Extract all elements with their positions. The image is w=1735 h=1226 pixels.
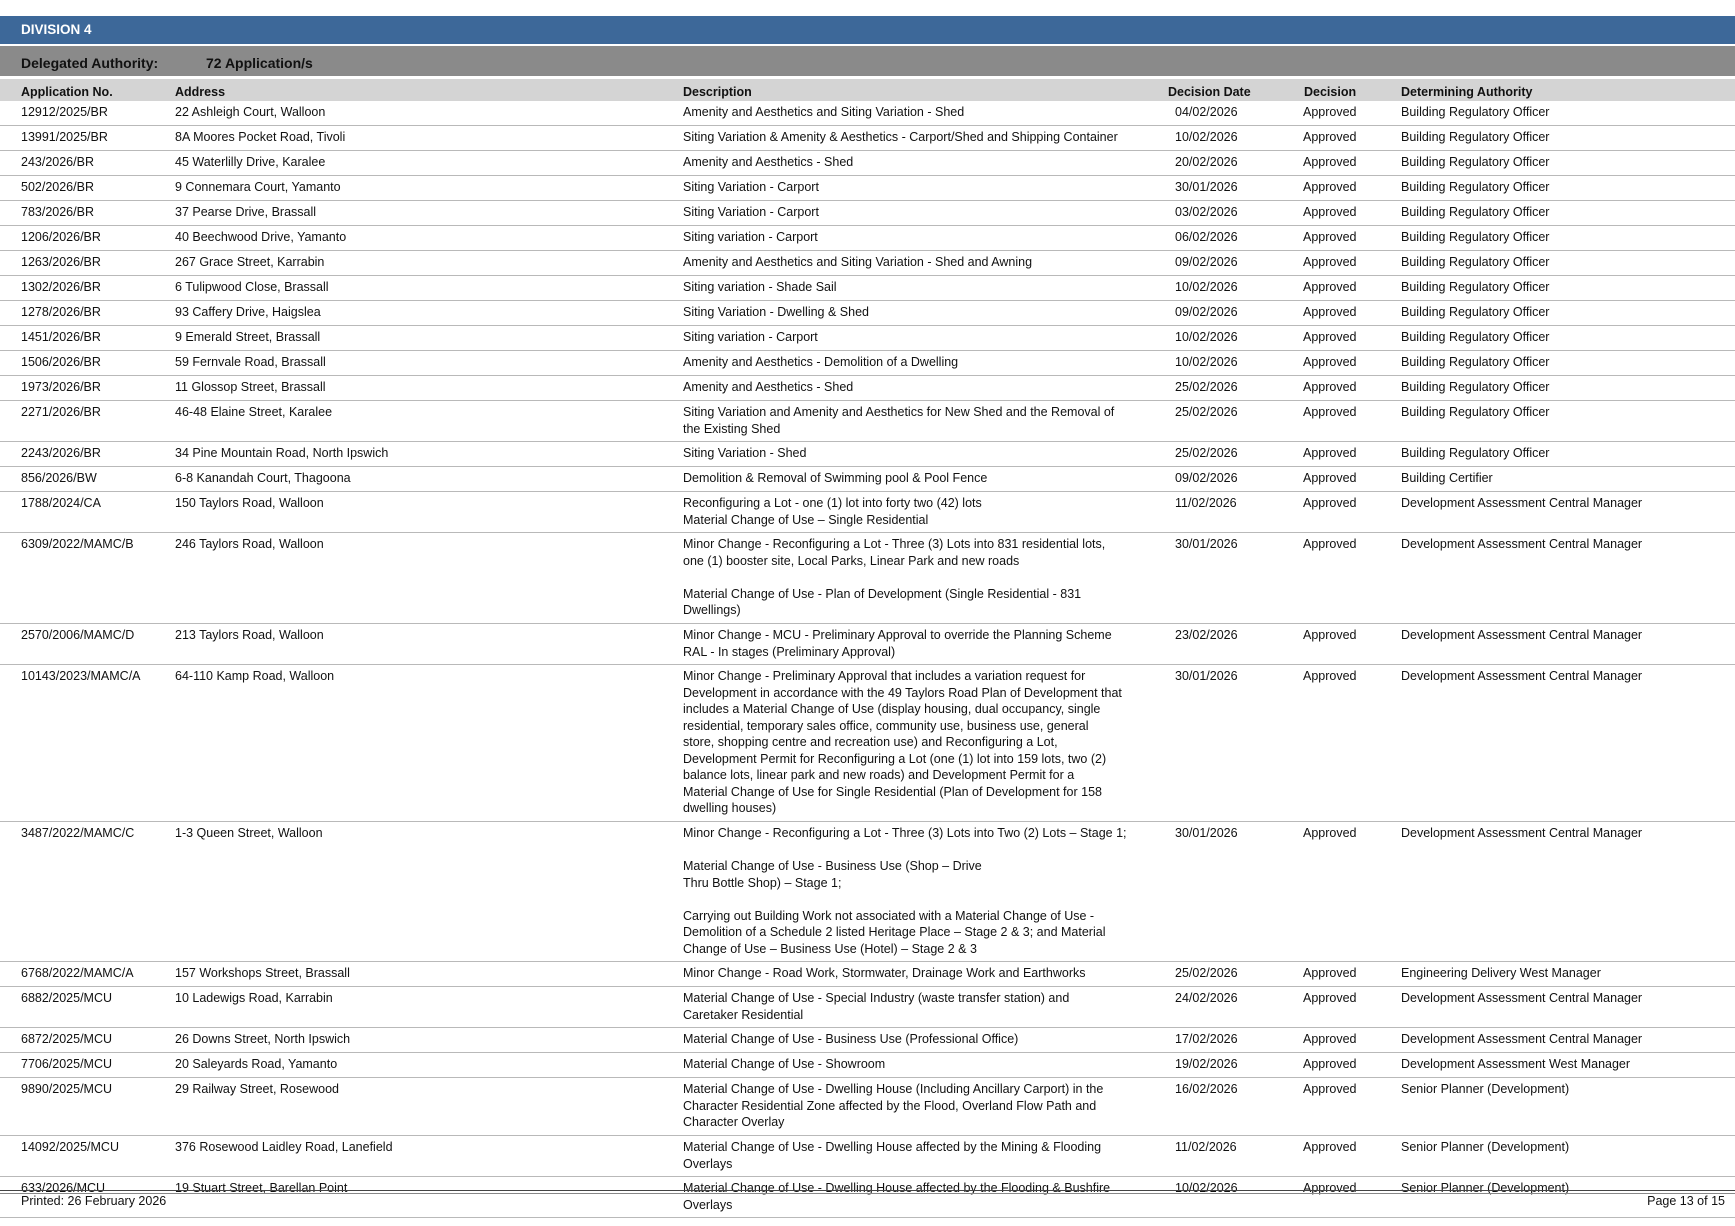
decision-date-cell: 25/02/2026 bbox=[1175, 966, 1238, 980]
header-decision: Decision bbox=[1304, 85, 1357, 99]
decision-date-cell: 09/02/2026 bbox=[1175, 305, 1238, 319]
division-heading: DIVISION 4 bbox=[0, 16, 1735, 44]
description-cell: Siting Variation and Amenity and Aesthetics for New Shed and the Removal of the Existing Shed bbox=[683, 405, 1115, 436]
table-row bbox=[0, 1078, 1735, 1136]
table-row bbox=[0, 301, 1735, 326]
address-cell: 376 Rosewood Laidley Road, Lanefield bbox=[175, 1140, 393, 1154]
application-no-cell: 6768/2022/MAMC/A bbox=[21, 966, 134, 980]
determining-authority-cell: Development Assessment Central Manager bbox=[1401, 826, 1643, 840]
application-no-cell: 6309/2022/MAMC/B bbox=[21, 537, 134, 551]
decision-date-cell: 03/02/2026 bbox=[1175, 205, 1238, 219]
decision-cell: Approved bbox=[1303, 471, 1357, 485]
decision-cell: Approved bbox=[1303, 355, 1357, 369]
application-no-cell: 3487/2022/MAMC/C bbox=[21, 826, 135, 840]
application-no-cell: 7706/2025/MCU bbox=[21, 1057, 113, 1071]
description-cell: Material Change of Use - Special Industry (waste transfer station) and Caretaker Residential bbox=[683, 991, 1070, 1022]
description-cell: Siting variation - Carport bbox=[683, 330, 818, 344]
footer-divider bbox=[0, 1190, 1735, 1191]
application-no-cell: 1451/2026/BR bbox=[21, 330, 101, 344]
application-no-cell: 1973/2026/BR bbox=[21, 380, 101, 394]
decision-date-cell: 06/02/2026 bbox=[1175, 230, 1238, 244]
determining-authority-cell: Building Regulatory Officer bbox=[1401, 355, 1550, 369]
application-count: 72 Application/s bbox=[206, 55, 313, 71]
header-description: Description bbox=[683, 85, 752, 99]
authority-label: Delegated Authority: bbox=[21, 55, 159, 71]
address-cell: 6-8 Kanandah Court, Thagoona bbox=[175, 471, 351, 485]
table-row bbox=[0, 251, 1735, 276]
table-row bbox=[0, 201, 1735, 226]
decision-cell: Approved bbox=[1303, 1140, 1357, 1154]
page-number: Page 13 of 15 bbox=[1647, 1194, 1725, 1208]
application-no-cell: 12912/2025/BR bbox=[21, 105, 108, 119]
determining-authority-cell: Development Assessment Central Manager bbox=[1401, 991, 1643, 1005]
determining-authority-cell: Building Certifier bbox=[1401, 471, 1493, 485]
address-cell: 40 Beechwood Drive, Yamanto bbox=[175, 230, 347, 244]
address-cell: 93 Caffery Drive, Haigslea bbox=[175, 305, 321, 319]
application-no-cell: 1278/2026/BR bbox=[21, 305, 101, 319]
decision-cell: Approved bbox=[1303, 405, 1357, 419]
decision-cell: Approved bbox=[1303, 305, 1357, 319]
description-cell: Minor Change - Reconfiguring a Lot - Three (3) Lots into Two (2) Lots – Stage 1; Material Change of Use - Business Use (Shop – Drive Thru Bottle Shop) – Stage 1; Carrying out Building Work not associated with a Material Change of Use - Demolition of a Schedule 2 listed Heritage Place – Stage 2 & 3; and Material Change of Use – Business Use (Hotel) – Stage 2 & 3 bbox=[683, 826, 1127, 956]
decision-date-cell: 10/02/2026 bbox=[1175, 1181, 1238, 1195]
printed-date: Printed: 26 February 2026 bbox=[21, 1194, 167, 1208]
table-row bbox=[0, 822, 1735, 962]
table-row bbox=[0, 126, 1735, 151]
description-cell: Minor Change - Preliminary Approval that includes a variation request for Development in accordance with the 49 Taylors Road Plan of Development that includes a Material Change of Use (display housing, dual occupancy, single residential, temporary sales office, community use, business use, general store, shopping centre and recreation use) and Reconfiguring a Lot, Development Permit for Reconfiguring a Lot (one (1) lot into 159 lots, two (2) balance lots, linear park and new roads) and Development Permit for a Material Change of Use for Single Residential (Plan of Development for 158 dwelling houses) bbox=[683, 669, 1122, 815]
table-row bbox=[0, 151, 1735, 176]
decision-date-cell: 25/02/2026 bbox=[1175, 405, 1238, 419]
address-cell: 22 Ashleigh Court, Walloon bbox=[175, 105, 326, 119]
address-cell: 1-3 Queen Street, Walloon bbox=[175, 826, 323, 840]
determining-authority-cell: Building Regulatory Officer bbox=[1401, 305, 1550, 319]
determining-authority-cell: Development Assessment Central Manager bbox=[1401, 669, 1643, 683]
footer-divider-secondary bbox=[0, 1193, 1735, 1194]
address-cell: 45 Waterlilly Drive, Karalee bbox=[175, 155, 326, 169]
determining-authority-cell: Development Assessment West Manager bbox=[1401, 1057, 1631, 1071]
address-cell: 59 Fernvale Road, Brassall bbox=[175, 355, 326, 369]
header-application-no: Application No. bbox=[21, 85, 113, 99]
description-cell: Material Change of Use - Dwelling House affected by the Flooding & Bushfire Overlays bbox=[683, 1181, 1111, 1212]
decision-date-cell: 30/01/2026 bbox=[1175, 669, 1238, 683]
table-row bbox=[0, 1177, 1735, 1218]
decision-cell: Approved bbox=[1303, 991, 1357, 1005]
decision-cell: Approved bbox=[1303, 130, 1357, 144]
determining-authority-cell: Building Regulatory Officer bbox=[1401, 380, 1550, 394]
decision-cell: Approved bbox=[1303, 255, 1357, 269]
address-cell: 246 Taylors Road, Walloon bbox=[175, 537, 324, 551]
determining-authority-cell: Senior Planner (Development) bbox=[1401, 1181, 1570, 1195]
table-row bbox=[0, 351, 1735, 376]
application-no-cell: 6872/2025/MCU bbox=[21, 1032, 113, 1046]
description-cell: Siting Variation - Shed bbox=[683, 446, 807, 460]
application-no-cell: 1263/2026/BR bbox=[21, 255, 101, 269]
application-no-cell: 2271/2026/BR bbox=[21, 405, 101, 419]
decision-date-cell: 10/02/2026 bbox=[1175, 130, 1238, 144]
determining-authority-cell: Building Regulatory Officer bbox=[1401, 280, 1550, 294]
decision-cell: Approved bbox=[1303, 105, 1357, 119]
decision-cell: Approved bbox=[1303, 537, 1357, 551]
determining-authority-cell: Development Assessment Central Manager bbox=[1401, 628, 1643, 642]
decision-date-cell: 11/02/2026 bbox=[1175, 1140, 1237, 1154]
determining-authority-cell: Senior Planner (Development) bbox=[1401, 1082, 1570, 1096]
description-cell: Amenity and Aesthetics - Shed bbox=[683, 155, 854, 169]
application-no-cell: 502/2026/BR bbox=[21, 180, 94, 194]
description-cell: Minor Change - Reconfiguring a Lot - Three (3) Lots into 831 residential lots, one (1) booster site, Local Parks, Linear Park and new roads Material Change of Use - Plan of Development (Single Residential - 831 Dwellings) bbox=[683, 537, 1106, 617]
determining-authority-cell: Building Regulatory Officer bbox=[1401, 205, 1550, 219]
table-row bbox=[0, 376, 1735, 401]
decision-date-cell: 25/02/2026 bbox=[1175, 380, 1238, 394]
decision-date-cell: 04/02/2026 bbox=[1175, 105, 1238, 119]
authority-summary-bar bbox=[0, 46, 1735, 76]
address-cell: 19 Stuart Street, Barellan Point bbox=[175, 1181, 348, 1195]
determining-authority-cell: Building Regulatory Officer bbox=[1401, 130, 1550, 144]
description-cell: Material Change of Use - Business Use (Professional Office) bbox=[683, 1032, 1019, 1046]
decision-cell: Approved bbox=[1303, 330, 1357, 344]
header-decision-date: Decision Date bbox=[1168, 85, 1251, 99]
address-cell: 64-110 Kamp Road, Walloon bbox=[175, 669, 335, 683]
description-cell: Amenity and Aesthetics - Shed bbox=[683, 380, 854, 394]
address-cell: 9 Emerald Street, Brassall bbox=[175, 330, 321, 344]
application-no-cell: 13991/2025/BR bbox=[21, 130, 108, 144]
determining-authority-cell: Building Regulatory Officer bbox=[1401, 105, 1550, 119]
address-cell: 150 Taylors Road, Walloon bbox=[175, 496, 324, 510]
decision-date-cell: 11/02/2026 bbox=[1175, 496, 1237, 510]
decision-cell: Approved bbox=[1303, 180, 1357, 194]
determining-authority-cell: Building Regulatory Officer bbox=[1401, 330, 1550, 344]
decision-cell: Approved bbox=[1303, 280, 1357, 294]
determining-authority-cell: Building Regulatory Officer bbox=[1401, 230, 1550, 244]
description-cell: Amenity and Aesthetics and Siting Variation - Shed bbox=[683, 105, 965, 119]
address-cell: 46-48 Elaine Street, Karalee bbox=[175, 405, 333, 419]
description-cell: Siting Variation & Amenity & Aesthetics - Carport/Shed and Shipping Container bbox=[683, 130, 1118, 144]
description-cell: Amenity and Aesthetics - Demolition of a Dwelling bbox=[683, 355, 959, 369]
determining-authority-cell: Building Regulatory Officer bbox=[1401, 155, 1550, 169]
description-cell: Siting variation - Shade Sail bbox=[683, 280, 837, 294]
table-row bbox=[0, 665, 1735, 822]
decision-date-cell: 19/02/2026 bbox=[1175, 1057, 1238, 1071]
decision-date-cell: 23/02/2026 bbox=[1175, 628, 1238, 642]
application-no-cell: 14092/2025/MCU bbox=[21, 1140, 119, 1154]
application-no-cell: 783/2026/BR bbox=[21, 205, 94, 219]
determining-authority-cell: Development Assessment Central Manager bbox=[1401, 496, 1643, 510]
description-cell: Minor Change - MCU - Preliminary Approval to override the Planning Scheme RAL - In stages (Preliminary Approval) bbox=[683, 628, 1112, 659]
table-row bbox=[0, 533, 1735, 624]
decision-cell: Approved bbox=[1303, 966, 1357, 980]
decision-cell: Approved bbox=[1303, 1057, 1357, 1071]
decision-cell: Approved bbox=[1303, 1032, 1357, 1046]
table-row bbox=[0, 624, 1735, 665]
decision-cell: Approved bbox=[1303, 446, 1357, 460]
decision-date-cell: 09/02/2026 bbox=[1175, 255, 1238, 269]
decision-date-cell: 17/02/2026 bbox=[1175, 1032, 1238, 1046]
address-cell: 11 Glossop Street, Brassall bbox=[175, 380, 326, 394]
description-cell: Material Change of Use - Showroom bbox=[683, 1057, 886, 1071]
determining-authority-cell: Engineering Delivery West Manager bbox=[1401, 966, 1601, 980]
decision-cell: Approved bbox=[1303, 496, 1357, 510]
determining-authority-cell: Building Regulatory Officer bbox=[1401, 446, 1550, 460]
decision-date-cell: 24/02/2026 bbox=[1175, 991, 1238, 1005]
table-row bbox=[0, 962, 1735, 987]
decision-cell: Approved bbox=[1303, 380, 1357, 394]
application-no-cell: 6882/2025/MCU bbox=[21, 991, 113, 1005]
application-no-cell: 1788/2024/CA bbox=[21, 496, 101, 510]
table-row bbox=[0, 1028, 1735, 1053]
description-cell: Amenity and Aesthetics and Siting Variation - Shed and Awning bbox=[683, 255, 1033, 269]
application-no-cell: 243/2026/BR bbox=[21, 155, 94, 169]
determining-authority-cell: Development Assessment Central Manager bbox=[1401, 1032, 1643, 1046]
description-cell: Siting Variation - Carport bbox=[683, 180, 819, 194]
address-cell: 20 Saleyards Road, Yamanto bbox=[175, 1057, 338, 1071]
application-no-cell: 2243/2026/BR bbox=[21, 446, 101, 460]
decision-cell: Approved bbox=[1303, 230, 1357, 244]
table-row bbox=[0, 442, 1735, 467]
determining-authority-cell: Development Assessment Central Manager bbox=[1401, 537, 1643, 551]
table-row bbox=[0, 226, 1735, 251]
description-cell: Siting Variation - Dwelling & Shed bbox=[683, 305, 869, 319]
description-cell: Reconfiguring a Lot - one (1) lot into forty two (42) lots Material Change of Use – Single Residential bbox=[683, 496, 982, 527]
application-no-cell: 9890/2025/MCU bbox=[21, 1082, 113, 1096]
determining-authority-cell: Senior Planner (Development) bbox=[1401, 1140, 1570, 1154]
header-determining-authority: Determining Authority bbox=[1401, 85, 1533, 99]
table-row bbox=[0, 1136, 1735, 1177]
table-row bbox=[0, 467, 1735, 492]
decision-cell: Approved bbox=[1303, 628, 1357, 642]
address-cell: 29 Railway Street, Rosewood bbox=[175, 1082, 339, 1096]
table-row bbox=[0, 101, 1735, 126]
decision-cell: Approved bbox=[1303, 1181, 1357, 1195]
table-row bbox=[0, 987, 1735, 1028]
decision-cell: Approved bbox=[1303, 1082, 1357, 1096]
address-cell: 34 Pine Mountain Road, North Ipswich bbox=[175, 446, 389, 460]
description-cell: Siting Variation - Carport bbox=[683, 205, 819, 219]
decision-date-cell: 16/02/2026 bbox=[1175, 1082, 1238, 1096]
application-no-cell: 1302/2026/BR bbox=[21, 280, 101, 294]
description-cell: Minor Change - Road Work, Stormwater, Drainage Work and Earthworks bbox=[683, 966, 1086, 980]
address-cell: 213 Taylors Road, Walloon bbox=[175, 628, 324, 642]
table-row bbox=[0, 492, 1735, 533]
description-cell: Siting variation - Carport bbox=[683, 230, 818, 244]
table-row bbox=[0, 326, 1735, 351]
table-row bbox=[0, 276, 1735, 301]
determining-authority-cell: Building Regulatory Officer bbox=[1401, 405, 1550, 419]
decision-cell: Approved bbox=[1303, 155, 1357, 169]
application-no-cell: 1506/2026/BR bbox=[21, 355, 101, 369]
description-cell: Demolition & Removal of Swimming pool & Pool Fence bbox=[683, 471, 988, 485]
decision-date-cell: 10/02/2026 bbox=[1175, 330, 1238, 344]
decision-date-cell: 30/01/2026 bbox=[1175, 826, 1238, 840]
decision-date-cell: 10/02/2026 bbox=[1175, 280, 1238, 294]
decision-date-cell: 30/01/2026 bbox=[1175, 537, 1238, 551]
address-cell: 10 Ladewigs Road, Karrabin bbox=[175, 991, 333, 1005]
decision-cell: Approved bbox=[1303, 669, 1357, 683]
decision-date-cell: 30/01/2026 bbox=[1175, 180, 1238, 194]
address-cell: 9 Connemara Court, Yamanto bbox=[175, 180, 341, 194]
application-no-cell: 1206/2026/BR bbox=[21, 230, 101, 244]
determining-authority-cell: Building Regulatory Officer bbox=[1401, 180, 1550, 194]
address-cell: 26 Downs Street, North Ipswich bbox=[175, 1032, 351, 1046]
table-row bbox=[0, 401, 1735, 442]
table-row bbox=[0, 1053, 1735, 1078]
applications-table bbox=[0, 101, 1735, 1218]
application-no-cell: 633/2026/MCU bbox=[21, 1181, 106, 1195]
decision-date-cell: 25/02/2026 bbox=[1175, 446, 1238, 460]
application-no-cell: 2570/2006/MAMC/D bbox=[21, 628, 135, 642]
address-cell: 8A Moores Pocket Road, Tivoli bbox=[175, 130, 346, 144]
decision-date-cell: 20/02/2026 bbox=[1175, 155, 1238, 169]
decision-date-cell: 09/02/2026 bbox=[1175, 471, 1238, 485]
description-cell: Material Change of Use - Dwelling House (Including Ancillary Carport) in the Character Residential Zone affected by the Flood, Overland Flow Path and Character Overlay bbox=[683, 1082, 1104, 1129]
application-no-cell: 856/2026/BW bbox=[21, 471, 97, 485]
table-header bbox=[0, 79, 1735, 101]
header-address: Address bbox=[175, 85, 226, 99]
address-cell: 6 Tulipwood Close, Brassall bbox=[175, 280, 329, 294]
description-cell: Material Change of Use - Dwelling House affected by the Mining & Flooding Overlays bbox=[683, 1140, 1102, 1171]
table-row bbox=[0, 176, 1735, 201]
application-no-cell: 10143/2023/MAMC/A bbox=[21, 669, 141, 683]
address-cell: 37 Pearse Drive, Brassall bbox=[175, 205, 317, 219]
address-cell: 157 Workshops Street, Brassall bbox=[175, 966, 350, 980]
decision-date-cell: 10/02/2026 bbox=[1175, 355, 1238, 369]
determining-authority-cell: Building Regulatory Officer bbox=[1401, 255, 1550, 269]
decision-cell: Approved bbox=[1303, 205, 1357, 219]
address-cell: 267 Grace Street, Karrabin bbox=[175, 255, 325, 269]
decision-cell: Approved bbox=[1303, 826, 1357, 840]
